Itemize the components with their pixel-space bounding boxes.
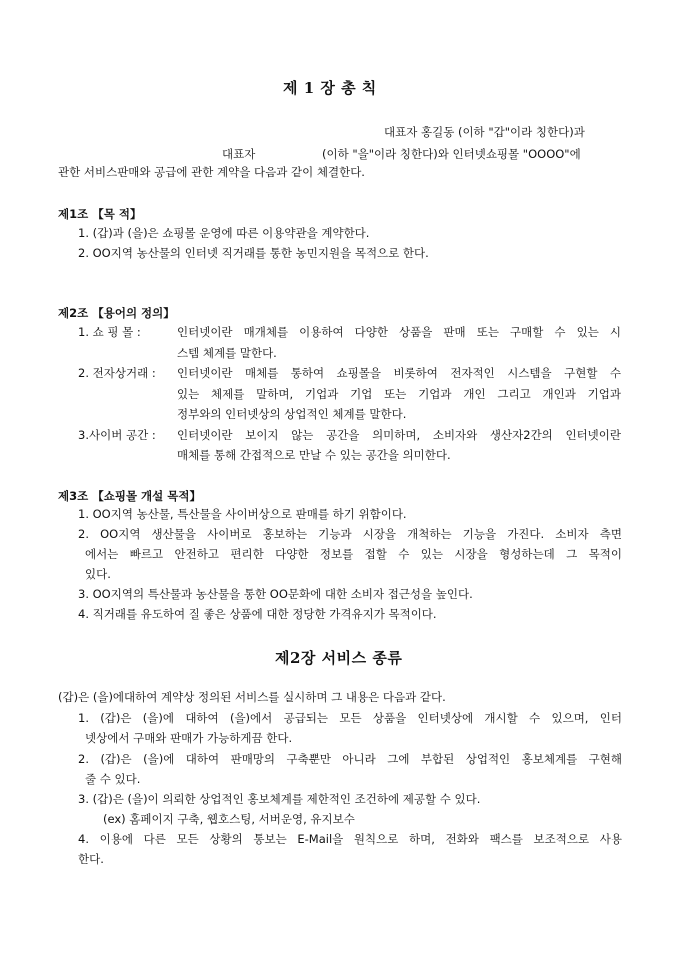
definition-term: 1. 쇼 핑 몰 : — [78, 325, 141, 339]
article3-line: 3. OO지역의 특산물과 농산물을 통한 OO문화에 대한 소비자 접근성을 높인다. — [78, 587, 473, 601]
article1-item: 1. (갑)과 (을)은 쇼핑몰 운영에 따른 이용약관을 계약한다. — [78, 226, 370, 240]
definition-text: 매체를 통해 간접적으로 만날 수 있는 공간을 의미한다. — [177, 448, 451, 462]
chapter2-line: 2. (갑)은 (을)에 대하여 판매망의 구축뿐만 아니라 그에 부합된 상업적인 홍보체계를 구현해 — [78, 752, 622, 766]
article3-line: 있다. — [85, 567, 111, 581]
chapter2-line: 1. (갑)은 (을)에 대하여 (을)에서 공급되는 모든 상품을 인터넷상에 개시할 수 있으며, 인터 — [78, 711, 622, 725]
article3-line: 2. OO지역 생산물을 사이버로 홍보하는 기능과 시장을 개척하는 기능을 가진다. 소비자 측면 — [78, 527, 622, 541]
definition-text: 정부와의 인터넷상의 상업적인 체계를 말한다. — [177, 407, 407, 421]
definition-text: 스템 체계를 말한다. — [177, 346, 277, 360]
chapter2-line: 3. (갑)은 (을)이 의뢰한 상업적인 홍보체계를 제한적인 조건하에 제공할 수 있다. — [78, 792, 481, 806]
article3-line: 에서는 빠르고 안전하고 편리한 다양한 정보를 접할 수 있는 시장을 형성하는데 그 목적이 — [85, 547, 622, 561]
article1-item: 2. OO지역 농산물의 인터넷 직거래를 통한 농민지원을 목적으로 한다. — [78, 246, 429, 260]
article3-line: 4. 직거래를 유도하여 질 좋은 상품에 대한 정당한 가격유지가 목적이다. — [78, 607, 437, 621]
chapter2-title: 제2장 서비스 종류 — [275, 649, 403, 667]
definition-text: 인터넷이란 매체를 통하여 쇼핑몰을 비롯하여 전자적인 시스템을 구현할 수 — [177, 366, 621, 380]
definition-text: 있는 체제를 말하며, 기업과 기업 또는 기업과 개인 그리고 개인과 기업과 — [177, 387, 621, 401]
article2-heading: 제2조 【용어의 정의】 — [58, 306, 175, 320]
intro-line-3: 관한 서비스판매와 공급에 관한 계약을 다음과 같이 체결한다. — [58, 165, 365, 179]
intro-line-1: 대표자 홍길동 (이하 "갑"이라 칭한다)과 — [384, 125, 585, 139]
definition-term: 3.사이버 공간 : — [78, 428, 156, 442]
intro-line-2: (이하 "을"이라 칭한다)와 인터넷쇼핑몰 "OOOO"에 — [322, 147, 581, 161]
intro-rep-label: 대표자 — [222, 147, 256, 161]
article3-heading: 제3조 【쇼핑몰 개설 목적】 — [58, 489, 201, 503]
chapter2-line: 4. 이용에 다른 모든 상황의 통보는 E-Mail을 원칙으로 하며, 전화와 팩스를 보조적으로 사용 — [78, 832, 622, 846]
article3-line: 1. OO지역 농산물, 특산물을 사이버상으로 판매를 하기 위함이다. — [78, 507, 407, 521]
chapter2-line: 한다. — [78, 852, 104, 866]
chapter1-title: 제 1 장 총 칙 — [283, 79, 377, 97]
article1-heading: 제1조 【목 적】 — [58, 207, 142, 221]
definition-text: 인터넷이란 보이지 않는 공간을 의미하며, 소비자와 생산자2간의 인터넷이란 — [177, 428, 621, 442]
chapter2-line: 줄 수 있다. — [85, 772, 141, 786]
chapter2-line: (ex) 홈페이지 구축, 웹호스팅, 서버운영, 유지보수 — [103, 812, 355, 826]
definition-text: 인터넷이란 매개체를 이용하여 다양한 상품을 판매 또는 구매할 수 있는 시 — [177, 325, 621, 339]
definition-term: 2. 전자상거래 : — [78, 366, 156, 380]
chapter2-line: 넷상에서 구매와 판매가 가능하게끔 한다. — [85, 731, 293, 745]
chapter2-intro: (갑)은 (을)에대하여 계약상 정의된 서비스를 실시하며 그 내용은 다음과 같다. — [58, 690, 446, 704]
